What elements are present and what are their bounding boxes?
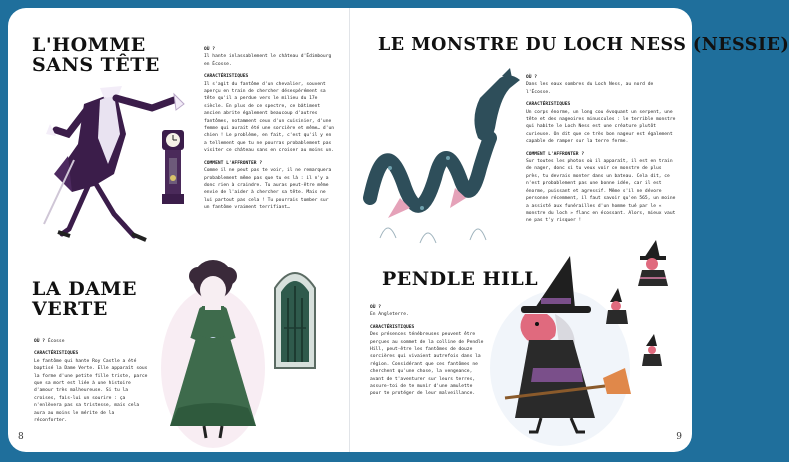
green-lady-title: LA DAME VERTE: [32, 278, 137, 320]
headless-man-confront-text: Comme il ne peut pas te voir, il ne remarquera probablement même pas que tu es là : il n'y a donc rien à craindre. Tu auras peut-être même envie de l'aider à chercher sa tête. Mais ne lui partout pas cela ! Tu pourrais tomber sur un fantôme vraiment terrifiant…: [204, 168, 332, 211]
nessie-illustration: [360, 68, 530, 258]
headless-man-where-text: Il hante inlassablement le château d'Édimbourg en Écosse.: [204, 54, 332, 67]
green-lady-features-label: CARACTÉRISTIQUES: [34, 351, 79, 357]
nessie-features-text: Un corps énorme, un long cou évoquant un serpent, une tête et des nageoires minuscules : le terrible monstre qui habite le Loch Ness est une créature plutôt curieuse. On dit que ce très bon nageur est également capable de ramper sur la terre ferme.: [526, 109, 676, 145]
small-witch-middle-illustration: [602, 288, 632, 328]
green-lady-where: [34, 339, 64, 344]
right-page-number: 9: [676, 432, 682, 442]
pendle-features-label: CARACTÉRISTIQUES: [370, 324, 415, 330]
green-lady-where-text: Écosse: [47, 339, 65, 344]
headless-man-title: L'HOMME SANS TÊTE: [32, 34, 160, 76]
small-witch-top-illustration: [634, 240, 674, 290]
headless-man-confront-label: COMMENT L'AFFRONTER ?: [204, 160, 263, 166]
pendle-title: PENDLE HILL: [382, 268, 539, 290]
witch-illustration: [485, 248, 635, 448]
pendle-where-text: En Angleterre.: [370, 312, 409, 318]
left-page-number: 8: [18, 432, 24, 442]
headless-man-features-label: CARACTÉRISTIQUES: [204, 74, 249, 80]
pendle-features-text: Des présences ténébreuses peuvent être perçues au sommet de la colline de Pendle Hill, peut-être les fantômes de douze sorcières qui vivaient autrefois dans la région. Considérant que ces fantômes ne cherchent qu'une chose, la vengeance, avant de t'aventurer sur leurs terres, assure-toi de te munir d'une amulette pour te protéger de leur malveillance.: [370, 332, 484, 397]
green-lady-features-text: Le fantôme qui hante Roy Castle a été baptisé la Dame Verte. Elle apparaît sous la forme d'une petite fille triste, parce que sa mort est liée à une histoire d'amour très malheureuse. Si tu la croises, fais-lui un sourire : ça n'enlèvera pas sa tristesse, mais cela aura au moins le mérite de la réconforter.: [34, 358, 148, 424]
gothic-window-illustration: [270, 258, 320, 368]
nessie-where-label: OÙ ?: [526, 75, 538, 80]
nessie-where-text: Dans les eaux sombres du Loch Ness, au nord de l'Écosse.: [526, 82, 654, 95]
headless-man-where-label: OÙ ?: [204, 47, 216, 52]
nessie-features-label: CARACTÉRISTIQUES: [526, 102, 571, 108]
right-page: [350, 8, 789, 452]
green-lady-illustration: [158, 258, 268, 448]
left-page: [8, 8, 350, 452]
green-lady-text: [34, 338, 150, 424]
grandfather-clock-illustration: [158, 128, 188, 208]
pendle-text: [370, 304, 486, 398]
pendle-where-label: OÙ ?: [370, 305, 382, 310]
nessie-confront-text: Sur toutes les photos où il apparaît, il est en train de nager, donc si tu veux voir ce monstre de plus près, tu devrais monter dans un bateau. Cela dit, ce n'est probablement pas une bonne idée, car il est énorme, puissant et agressif. Même s'il ne dévore personne récemment, il faut savoir qu'en 565, un moine a assisté aux funérailles d'un homme tué par le « monstre du loch » flanc en écossant. Alors, mieux vaut ne pas t'y risquer !: [526, 159, 676, 224]
small-witch-bottom-illustration: [640, 334, 666, 368]
headless-man-features-text: Il s'agit du fantôme d'un chevalier, souvent aperçu en train de chercher désespérément sa tête qu'il a perdue vers le milieu du 17e siècle. En plus de ce spectre, ce bâtiment ancien abrite également beaucoup d'autres fantômes, notamment ceux d'un cuisinier, d'une femme qui aurait été une sorcière et même… d'un chien ! Le problème, en fait, c'est qu'il y en a tellement que tu ne pourras probablement pas visiter ce château sans en croiser au moins un.: [204, 81, 334, 154]
headless-man-text: [204, 46, 336, 212]
green-lady-where-label: OÙ ?: [34, 339, 46, 344]
nessie-confront-label: COMMENT L'AFFRONTER ?: [526, 151, 585, 157]
nessie-title: LE MONSTRE DU LOCH NESS (NESSIE): [378, 35, 789, 55]
nessie-text: [526, 74, 676, 225]
